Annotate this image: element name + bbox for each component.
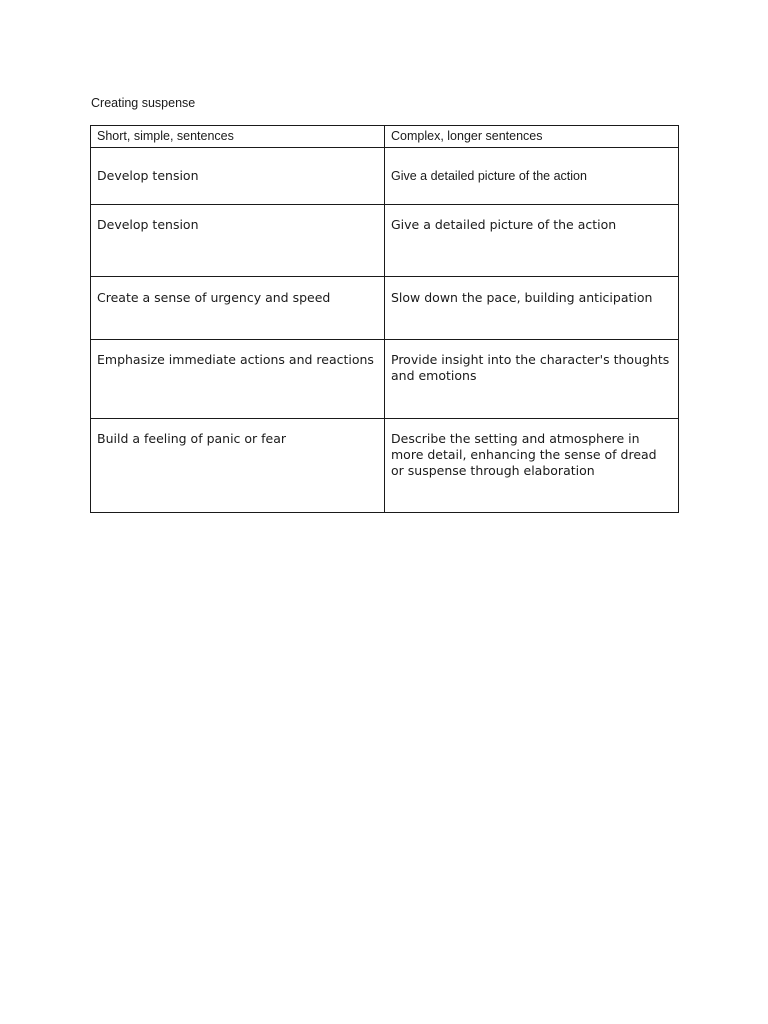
header-complex-sentences: Complex, longer sentences [385,126,679,148]
table-cell: Develop tension [91,148,385,205]
table-row [91,340,679,419]
table-cell: Develop tension [91,205,385,277]
table-cell: Build a feeling of panic or fear [91,419,385,513]
table-row [91,419,679,513]
document-title: Creating suspense [91,96,196,110]
table-header-row [91,126,679,148]
table-cell: Describe the setting and atmosphere in more detail, enhancing the sense of dread or suspense through elaboration [385,419,679,513]
table-cell: Give a detailed picture of the action [385,205,679,277]
table-cell: Give a detailed picture of the action [385,148,679,205]
suspense-table [90,125,679,513]
table-row [91,205,679,277]
table-row [91,148,679,205]
table-cell: Provide insight into the character's thoughts and emotions [385,340,679,419]
table-cell: Emphasize immediate actions and reactions [91,340,385,419]
header-short-sentences: Short, simple, sentences [91,126,385,148]
table-cell: Slow down the pace, building anticipation [385,277,679,340]
table-cell: Create a sense of urgency and speed [91,277,385,340]
table-row [91,277,679,340]
